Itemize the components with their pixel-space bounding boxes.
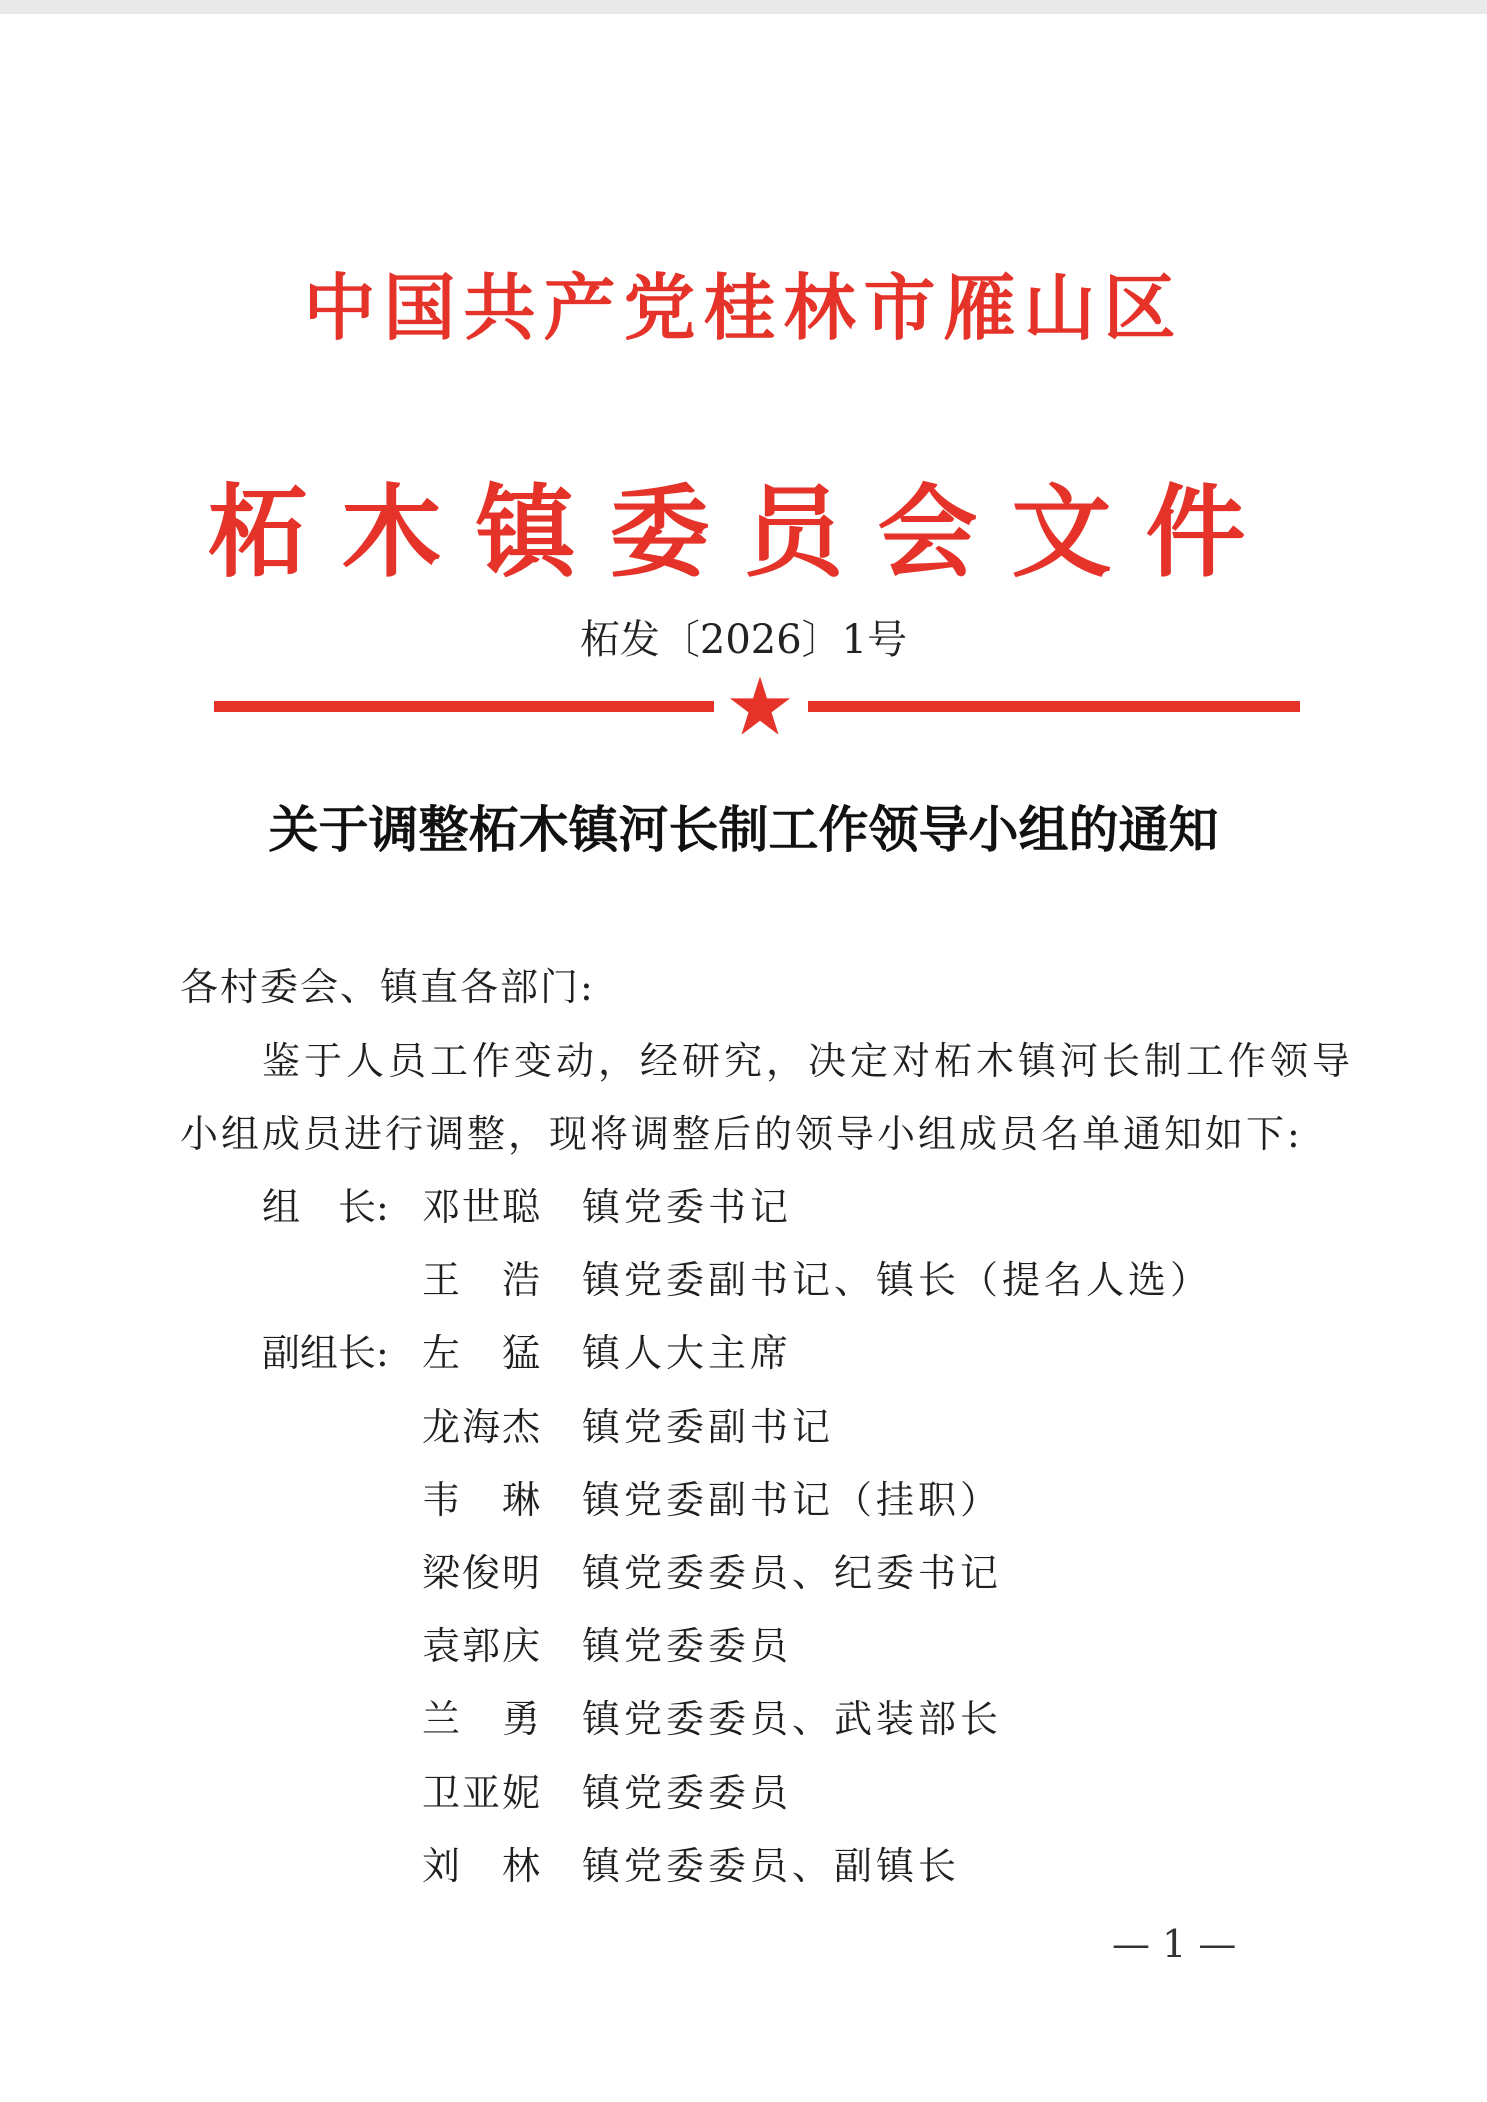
notice-title: 关于调整柘木镇河长制工作领导小组的通知: [268, 800, 1219, 859]
issuing-organization: 中国共产党桂林市雁山区: [303, 265, 1184, 350]
member-name: 龙海杰: [422, 1405, 543, 1449]
member-position: 镇党委书记: [582, 1185, 793, 1229]
member-position: 镇党委委员: [582, 1624, 793, 1668]
member-position: 镇党委委员、武装部长: [582, 1697, 1003, 1741]
body-paragraph-line: 小组成员进行调整，现将调整后的领导小组成员名单通知如下:: [180, 1112, 1303, 1156]
member-position: 镇党委副书记（挂职）: [582, 1478, 1003, 1522]
page-number: — 1 —: [1112, 1922, 1237, 1966]
member-role-label: 组 长:: [262, 1185, 389, 1229]
member-name: 梁俊明: [422, 1551, 543, 1595]
salutation: 各村委会、镇直各部门:: [180, 965, 595, 1009]
member-name: 卫亚妮: [422, 1771, 543, 1815]
member-name: 袁郭庆: [422, 1624, 543, 1668]
member-position: 镇党委委员、副镇长: [582, 1844, 961, 1888]
document-number: 柘发〔2026〕1号: [579, 617, 908, 663]
member-name: 左 猛: [422, 1331, 543, 1375]
member-name: 韦 琳: [422, 1478, 543, 1522]
body-paragraph-line: 鉴于人员工作变动，经研究，决定对柘木镇河长制工作领导: [262, 1039, 1355, 1083]
member-position: 镇党委委员: [582, 1771, 793, 1815]
member-name: 刘 林: [422, 1844, 543, 1888]
red-divider-left: [214, 701, 714, 712]
member-position: 镇党委副书记: [582, 1405, 835, 1449]
red-divider-right: [808, 701, 1300, 712]
member-role-label: 副组长:: [262, 1331, 389, 1375]
member-name: 邓世聪: [422, 1185, 543, 1229]
member-position: 镇党委委员、纪委书记: [582, 1551, 1003, 1595]
document-header-title: 柘木镇委员会文件: [207, 473, 1280, 591]
member-position: 镇党委副书记、镇长（提名人选）: [582, 1258, 1213, 1302]
scan-edge: [0, 0, 1487, 14]
member-position: 镇人大主席: [582, 1331, 793, 1375]
member-name: 兰 勇: [422, 1697, 543, 1741]
member-name: 王 浩: [422, 1258, 543, 1302]
red-star-icon: [728, 674, 792, 738]
